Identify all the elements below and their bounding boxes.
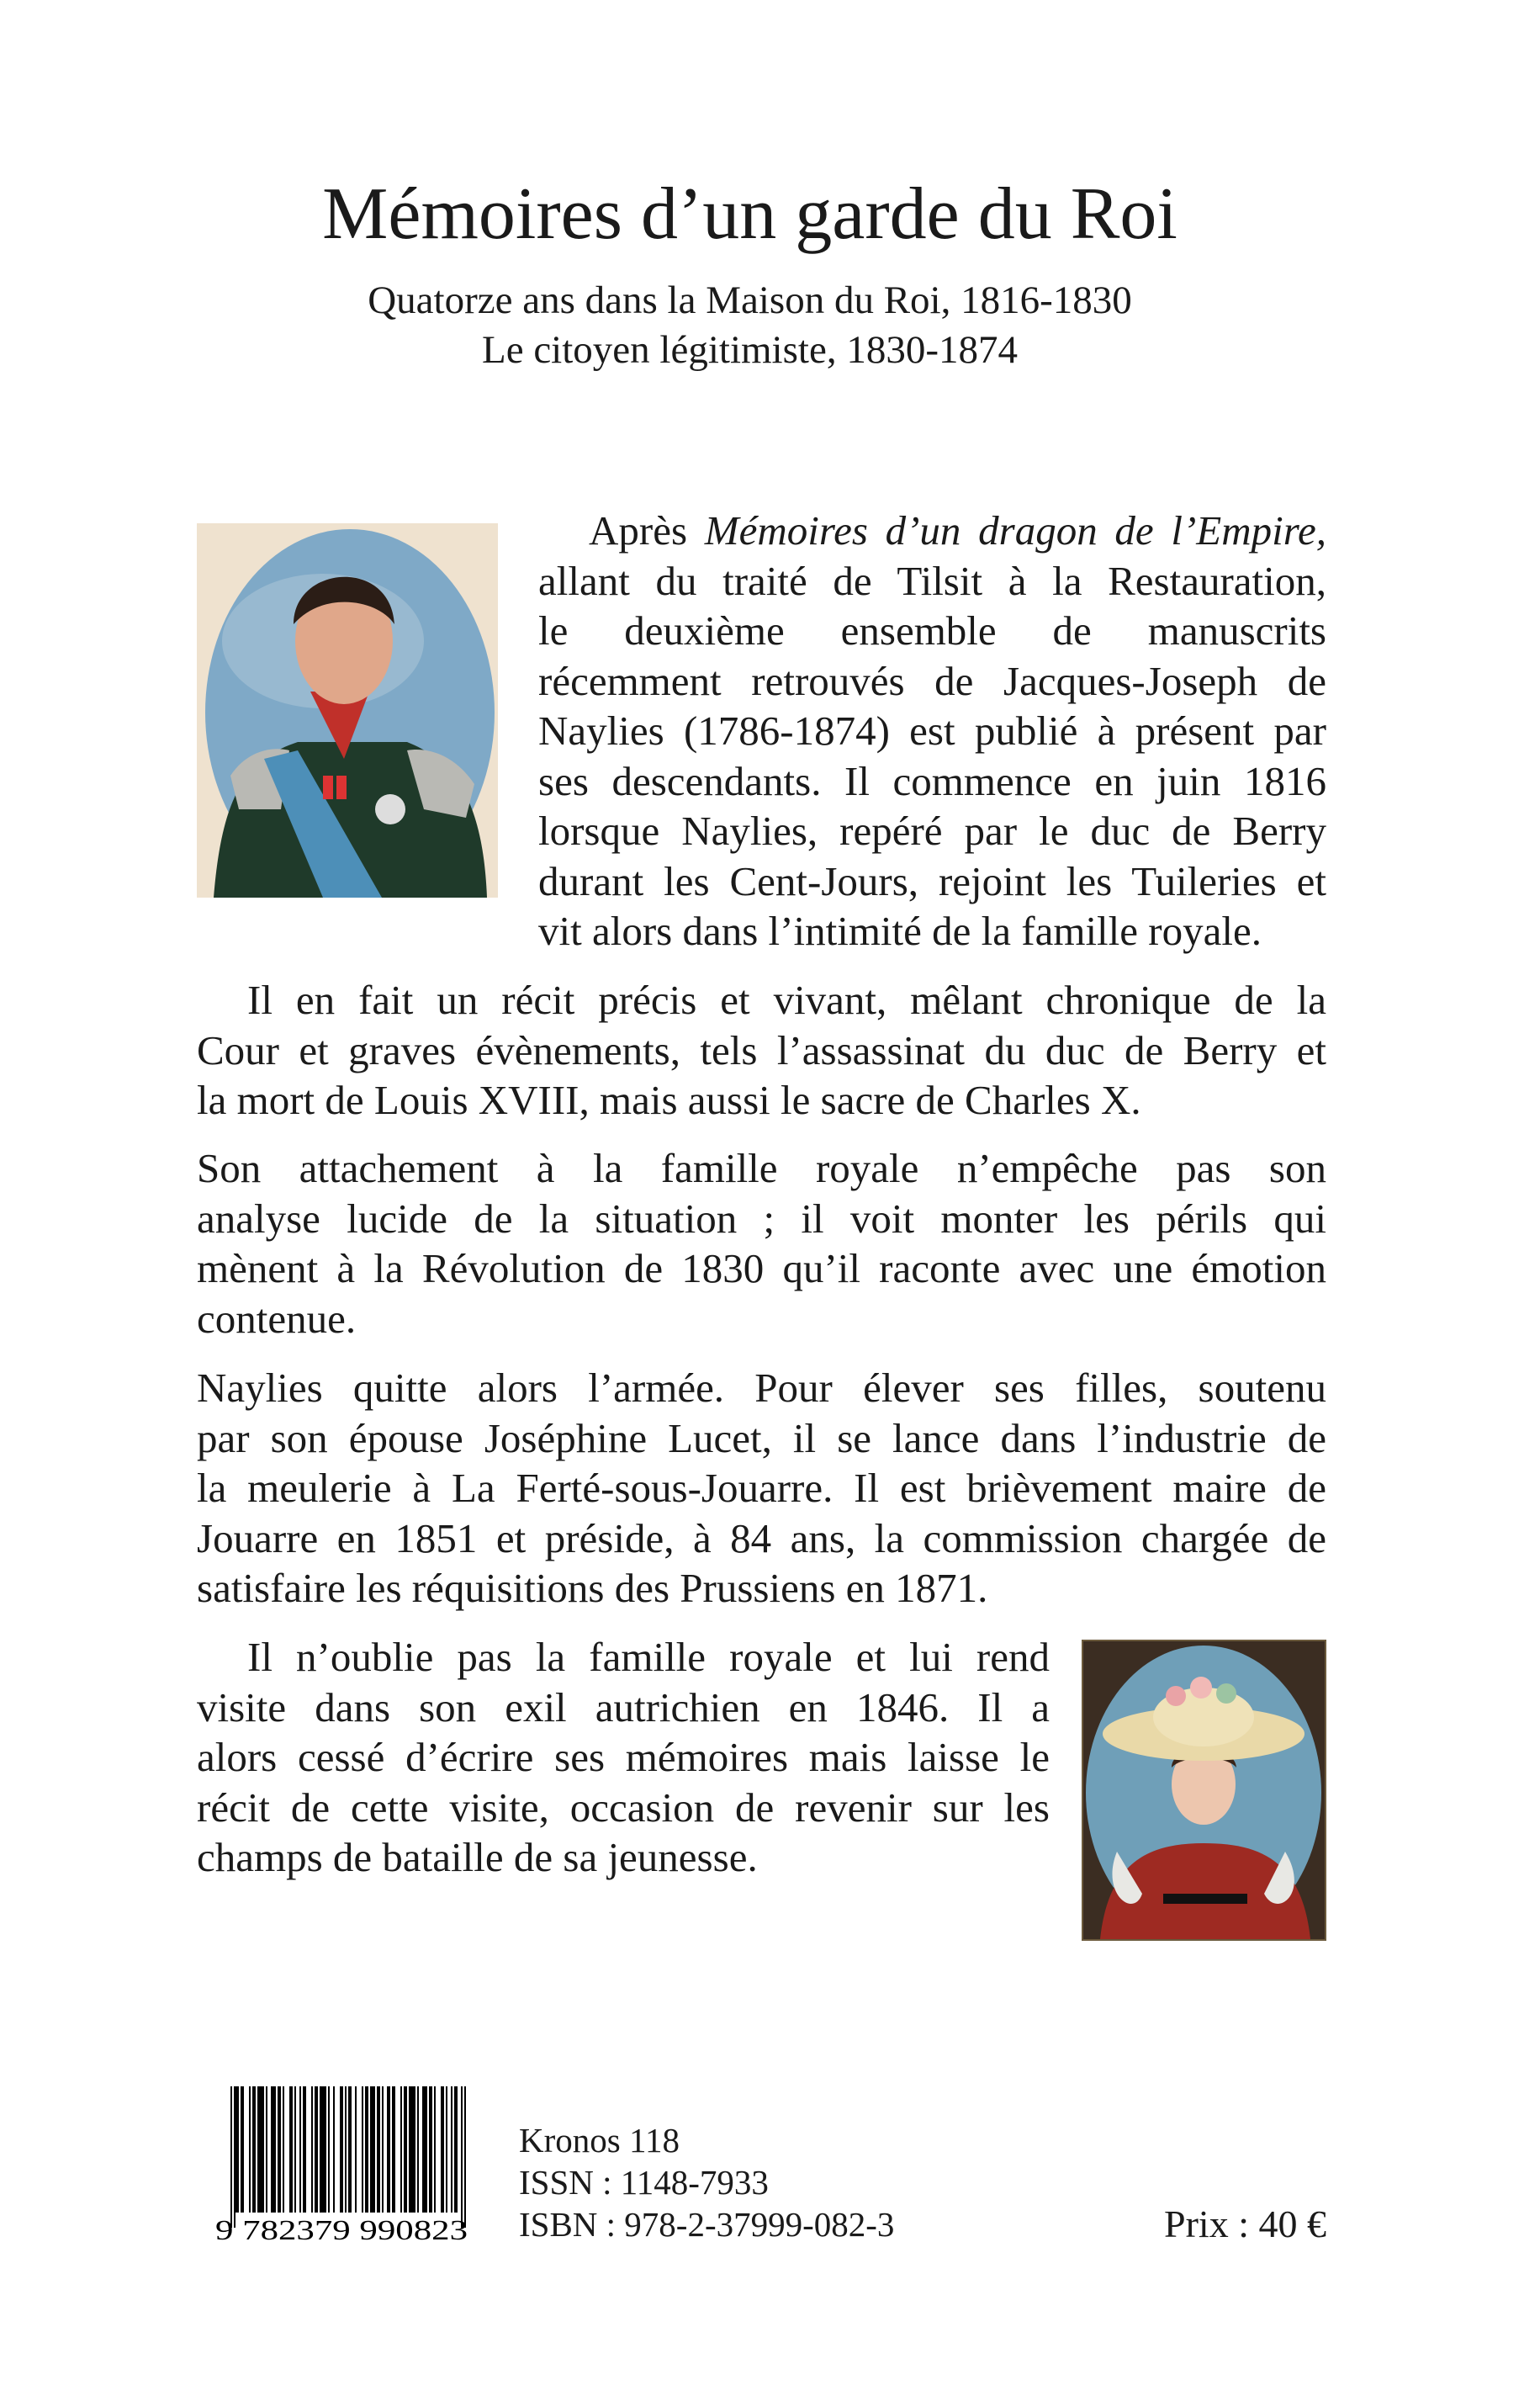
paragraph-2 [197,975,1326,1126]
paragraph-1-line-1 [538,506,1326,556]
paragraph-1-line-8: durant les Cent-Jours, rejoint les Tuileries et [538,857,1326,904]
barcode-guard-bar [464,2086,466,2228]
paragraph-5-line-3: alors cessé d’écrire ses mémoires mais laisse le [197,1734,1050,1780]
paragraph-1 [538,506,1326,957]
paragraph-3-line-4: contenue. [197,1295,357,1342]
paragraph-1-line-5: Naylies (1786-1874) est publié à présent par [538,708,1326,754]
barcode-bar [451,2086,452,2213]
paragraph-3-line-3: mènent à la Révolution de 1830 qu’il raconte avec une émotion [197,1245,1326,1291]
paragraph-1-line-9: vit alors dans l’intimité de la famille royale. [538,908,1262,954]
barcode-digits: 9 782379 990823 [215,2215,468,2241]
barcode-bar [241,2086,244,2213]
paragraph-1-line-4: récemment retrouvés de Jacques-Joseph de [538,657,1326,704]
paragraph-5-line-1: Il n’oublie pas la famille royale et lui rend [247,1634,1050,1680]
barcode-bar [283,2086,284,2213]
barcode-bar [362,2086,363,2213]
collection-label: Kronos 118 [519,2121,680,2160]
barcode-bar [417,2086,419,2213]
barcode-guard-bar [230,2086,232,2228]
paragraph-2-line-3: la mort de Louis XVIII, mais aussi le sacre de Charles X. [197,1077,1141,1123]
barcode-bar [333,2086,335,2213]
barcode-bar [235,2086,239,2213]
barcode-bar [289,2086,293,2213]
barcode-bar [377,2086,380,2213]
paragraph-1-line-7: lorsque Naylies, repéré par le duc de Berry [538,808,1326,854]
paragraph-5-line-4: récit de cette visite, occasion de revenir sur les [197,1783,1050,1831]
barcode-bar [294,2086,296,2213]
paragraph-3-line-2: analyse lucide de la situation ; il voit monter les périls qui [197,1195,1326,1242]
paragraph-1-line-3: le deuxième ensemble de manuscrits [538,607,1326,654]
barcode-bar [429,2086,432,2213]
barcode-bar [434,2086,436,2213]
lead-text: Après [589,507,705,554]
barcode-bar [454,2086,458,2213]
price-label: Prix : 40 € [1164,2202,1326,2245]
barcode-bar [422,2086,427,2213]
subtitle-line-1: Quatorze ans dans la Maison du Roi, 1816-1830 [368,278,1132,322]
paragraph-4 [197,1363,1326,1614]
barcode-bar [278,2086,281,2213]
paragraph-4-line-2: par son épouse Joséphine Lucet, il se lance dans l’industrie de [197,1414,1326,1461]
barcode-bar [257,2086,264,2213]
barcode-bar [382,2086,384,2213]
barcode-bar [348,2086,352,2213]
paragraph-4-line-5: satisfaire les réquisitions des Prussiens en 1871. [197,1565,988,1611]
portrait-naylies-image [197,523,498,898]
barcode-bar [446,2086,447,2213]
paragraph-1-line-6: ses descendants. Il commence en juin 1816 [538,757,1326,804]
barcode-bar [271,2086,276,2213]
italic-book-title: Mémoires d’un dragon de l’Empire, [704,507,1326,554]
barcode-bar [370,2086,375,2213]
barcode-bar [404,2086,407,2213]
barcode-bar [299,2086,301,2213]
barcode-bar [345,2086,347,2213]
paragraph-4-line-4: Jouarre en 1851 et préside, à 84 ans, la commission chargée de [197,1514,1326,1561]
paragraph-4-line-1: Naylies quitte alors l’armée. Pour élever ses filles, soutenu [197,1365,1326,1411]
barcode-bar [365,2086,368,2213]
subtitle-line-2: Le citoyen légitimiste, 1830-1874 [482,328,1018,372]
paragraph-2-line-1: Il en fait un récit précis et vivant, mêlant chronique de la [247,977,1326,1023]
paragraph-5-line-2: visite dans son exil autrichien en 1846. Il a [197,1683,1050,1730]
barcode-bar [400,2086,402,2213]
barcode-bar [340,2086,343,2213]
isbn-label: ISBN : 978-2-37999-082-3 [519,2205,895,2244]
barcode-bar [441,2086,444,2213]
barcode-bar [320,2086,326,2213]
barcode-bar [266,2086,267,2213]
barcode-bar [409,2086,415,2213]
paragraph-5-line-5: champs de bataille de sa jeunesse. [197,1834,758,1880]
barcode-bar [392,2086,395,2213]
paragraph-5 [197,1632,1050,1883]
barcode-bar [355,2086,357,2213]
paragraph-3 [197,1143,1326,1344]
paragraph-1-line-2: allant du traité de Tilsit à la Restauration, [538,557,1326,604]
barcode-bars [230,2086,466,2228]
barcode-guard-bar [234,2086,235,2228]
barcode-bar [315,2086,318,2213]
issn-label: ISSN : 1148-7933 [519,2163,769,2202]
barcode-bar [249,2086,251,2213]
barcode-bar [311,2086,313,2213]
isbn-barcode [215,2086,481,2241]
barcode-bar [252,2086,256,2213]
barcode-guard-bar [461,2086,463,2228]
barcode-bar [387,2086,390,2213]
paragraph-2-line-2: Cour et graves évènements, tels l’assassinat du duc de Berry et [197,1026,1326,1073]
book-title: Mémoires d’un garde du Roi [322,173,1177,255]
paragraph-4-line-3: la meulerie à La Ferté-sous-Jouarre. Il est brièvement maire de [197,1465,1326,1511]
paragraph-3-line-1: Son attachement à la famille royale n’empêche pas son [197,1145,1326,1191]
barcode-bar [328,2086,330,2213]
portrait-woman-image [1082,1640,1326,1941]
barcode-bar [303,2086,306,2213]
